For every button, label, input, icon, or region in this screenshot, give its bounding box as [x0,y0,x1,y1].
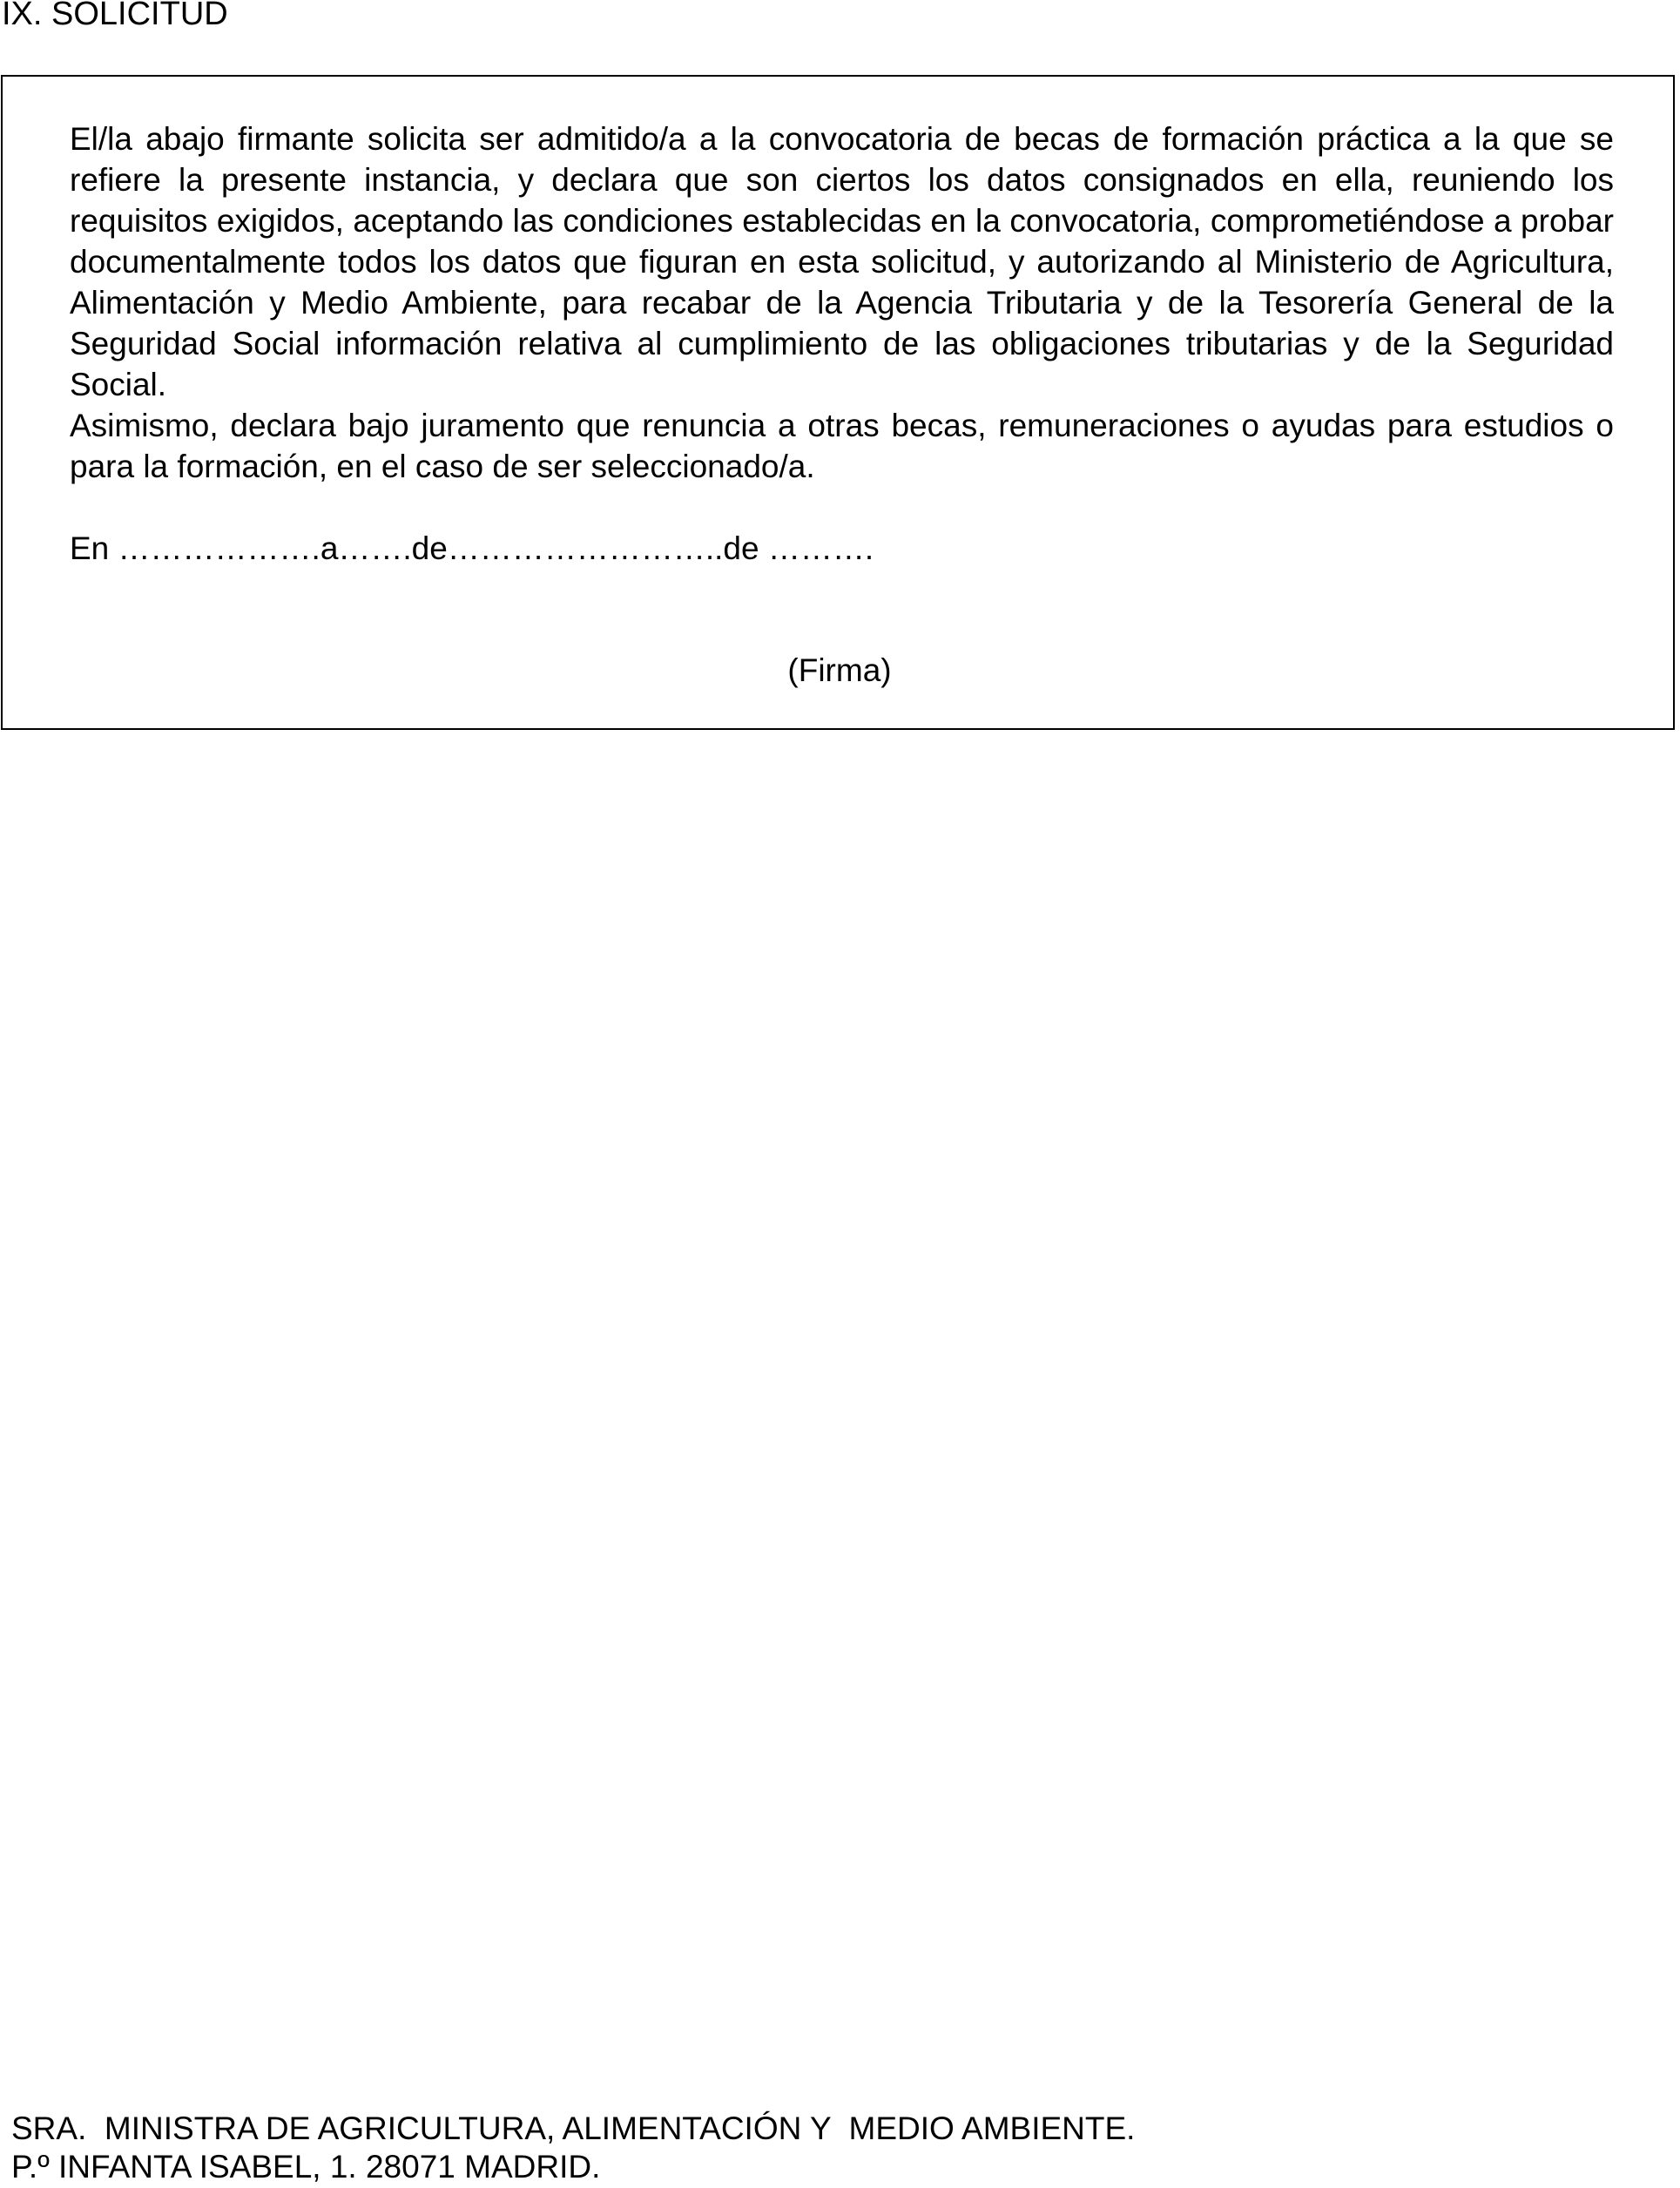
section-heading: IX. SOLICITUD [2,0,228,32]
recipient-line-2: P.º INFANTA ISABEL, 1. 28071 MADRID. [11,2149,601,2185]
recipient-line-1: SRA. MINISTRA DE AGRICULTURA, ALIMENTACIÓN Y MEDIO AMBIENTE. [11,2110,1136,2146]
declaration-paragraph: El/la abajo firmante solicita ser admitido/a a la convocatoria de becas de formación práctica a la que se refiere la presente instancia, y declara que son ciertos los datos consignados en ella, reuniendo los requisitos exigidos, aceptando las condiciones establecidas en la convocatoria, comprometiéndose a probar documentalmente todos los datos que figuran en esta solicitud, y autorizando al Ministerio de Agricultura, Alimentación y Medio Ambiente, para recabar de la Agencia Tributaria y de la Tesorería General de la Seguridad Social información relativa al cumplimiento de las obligaciones tributarias y de la Seguridad Social. [70,121,1614,402]
renunciation-paragraph: Asimismo, declara bajo juramento que renuncia a otras becas, remuneraciones o ayudas para estudios o para la formación, en el caso de ser seleccionado/a. [70,408,1614,484]
signature-label: (Firma) [787,652,892,688]
recipient-address [11,2110,1135,2186]
solicitud-body [70,118,1614,569]
solicitud-box [1,75,1675,730]
place-date-line: En ……………….a…….de……………………..de ………. [70,530,874,566]
